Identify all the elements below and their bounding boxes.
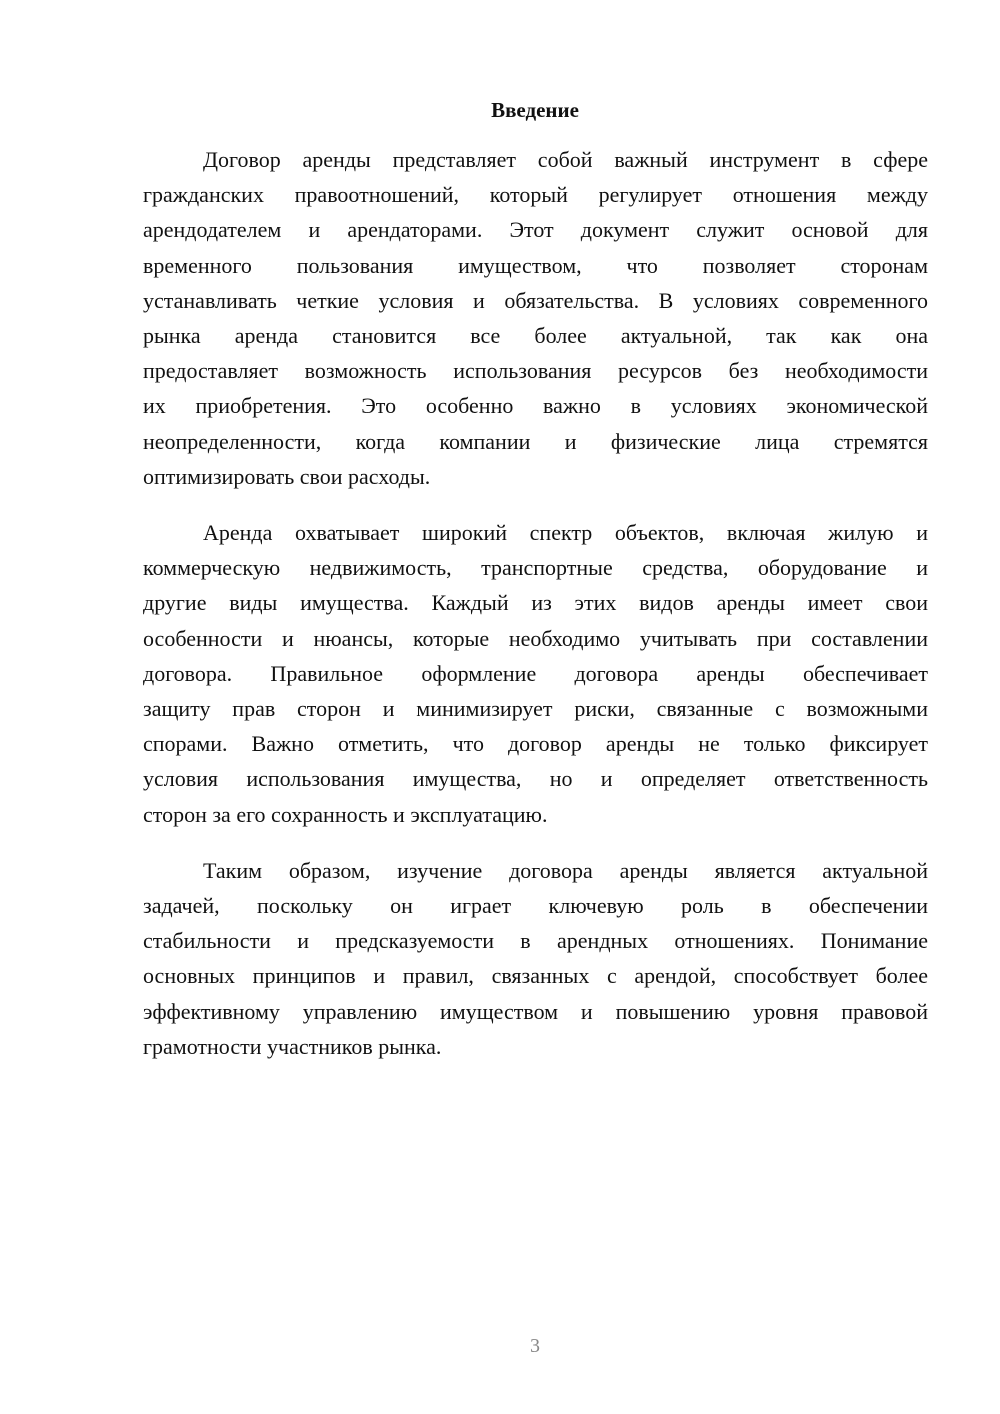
text-line: Аренда охватывает широкий спектр объектов, включая жилую и [203,520,928,546]
document-body [143,142,928,1085]
page-title: Введение [491,98,579,122]
paragraph [143,142,928,494]
text-line: сторон за его сохранность и эксплуатацию. [143,801,548,827]
text-line: Таким образом, изучение договора аренды является актуальной [203,857,928,883]
text-line: устанавливать четкие условия и обязательства. В условиях современного [143,287,928,313]
text-line: рынка аренда становится все более актуальной, так как она [143,323,928,349]
text-line: гражданских правоотношений, который регулирует отношения между [143,182,928,208]
text-line: оптимизировать свои расходы. [143,463,431,489]
text-line: предоставляет возможность использования ресурсов без необходимости [143,358,928,384]
text-line: основных принципов и правил, связанных с арендой, способствует более [143,963,928,989]
text-line: задачей, поскольку он играет ключевую роль в обеспечении [143,893,928,919]
text-line: арендодателем и арендаторами. Этот документ служит основой для [143,217,928,243]
text-line: другие виды имущества. Каждый из этих видов аренды имеет свои [143,590,928,616]
text-line: эффективному управлению имуществом и повышению уровня правовой [143,998,928,1024]
text-line: временного пользования имуществом, что позволяет сторонам [143,252,928,278]
text-line: особенности и нюансы, которые необходимо учитывать при составлении [143,625,928,651]
text-line: спорами. Важно отметить, что договор аренды не только фиксирует [143,731,928,757]
text-line: договора. Правильное оформление договора аренды обеспечивает [143,660,928,686]
text-line: коммерческую недвижимость, транспортные средства, оборудование и [143,555,928,581]
page-number: 3 [530,1335,540,1357]
text-line: грамотности участников рынка. [143,1033,442,1059]
paragraph [143,515,928,832]
text-line: защиту прав сторон и минимизирует риски, связанные с возможными [143,696,928,722]
text-line: условия использования имущества, но и определяет ответственность [143,766,928,792]
text-line: их приобретения. Это особенно важно в условиях экономической [143,393,928,419]
text-line: стабильности и предсказуемости в арендных отношениях. Понимание [143,928,928,954]
text-line: Договор аренды представляет собой важный инструмент в сфере [203,147,928,172]
text-line: неопределенности, когда компании и физические лица стремятся [143,428,928,454]
paragraph [143,853,928,1064]
